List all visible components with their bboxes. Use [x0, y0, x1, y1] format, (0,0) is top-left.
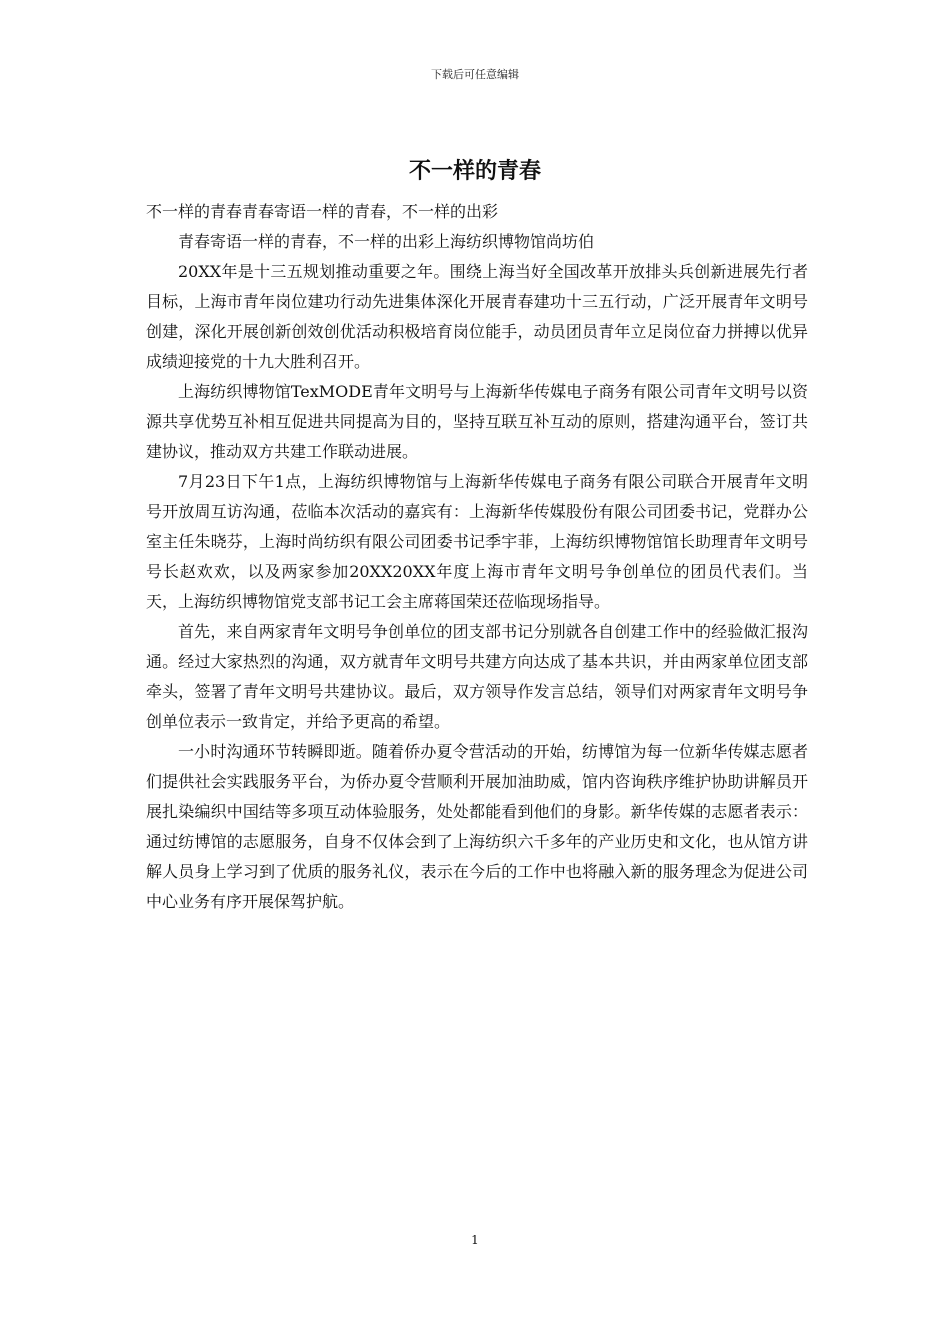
paragraph-subtitle: 不一样的青春青春寄语一样的青春，不一样的出彩: [146, 202, 499, 221]
paragraph-body: 20XX年是十三五规划推动重要之年。围绕上海当好全国改革开放排头兵创新进展先行者目标，上海市青年岗位建功行动先进集体深化开展青春建功十三五行动，广泛开展青年文明号创建，深化开展创新创效创优活动积极培育岗位能手，动员团员青年立足岗位奋力拼搏以优异成绩迎接党的十九大胜利召开。: [146, 262, 808, 371]
paragraph-body: 上海纺织博物馆TexMODE青年文明号与上海新华传媒电子商务有限公司青年文明号以资源共享优势互补相互促进共同提高为目的，坚持互联互补互动的原则，搭建沟通平台，签订共建协议，推动双方共建工作联动进展。: [146, 382, 808, 461]
document-body: [146, 197, 808, 917]
page-header-note: 下载后可任意编辑: [431, 68, 519, 81]
page-number: 1: [471, 1233, 479, 1247]
paragraph-body: 首先，来自两家青年文明号争创单位的团支部书记分别就各自创建工作中的经验做汇报沟通。经过大家热烈的沟通，双方就青年文明号共建方向达成了基本共识，并由两家单位团支部牵头，签署了青年文明号共建协议。最后，双方领导作发言总结，领导们对两家青年文明号争创单位表示一致肯定，并给予更高的希望。: [146, 622, 808, 731]
document-title: 不一样的青春: [408, 158, 541, 184]
paragraph-body: 一小时沟通环节转瞬即逝。随着侨办夏令营活动的开始，纺博馆为每一位新华传媒志愿者们提供社会实践服务平台，为侨办夏令营顺利开展加油助威，馆内咨询秩序维护协助讲解员开展扎染编织中国结等多项互动体验服务，处处都能看到他们的身影。新华传媒的志愿者表示：通过纺博馆的志愿服务，自身不仅体会到了上海纺织六千多年的产业历史和文化，也从馆方讲解人员身上学习到了优质的服务礼仪，表示在今后的工作中也将融入新的服务理念为促进公司中心业务有序开展保驾护航。: [146, 742, 808, 911]
paragraph-byline: 青春寄语一样的青春，不一样的出彩上海纺织博物馆尚坊伯: [178, 232, 595, 251]
paragraph-body: 7月23日下午1点，上海纺织博物馆与上海新华传媒电子商务有限公司联合开展青年文明号开放周互访沟通，莅临本次活动的嘉宾有：上海新华传媒股份有限公司团委书记，党群办公室主任朱晓芬，上海时尚纺织有限公司团委书记季宇菲，上海纺织博物馆馆长助理青年文明号号长赵欢欢，以及两家参加20XX20XX年度上海市青年文明号争创单位的团员代表们。当天，上海纺织博物馆党支部书记工会主席蒋国荣还莅临现场指导。: [146, 472, 808, 611]
